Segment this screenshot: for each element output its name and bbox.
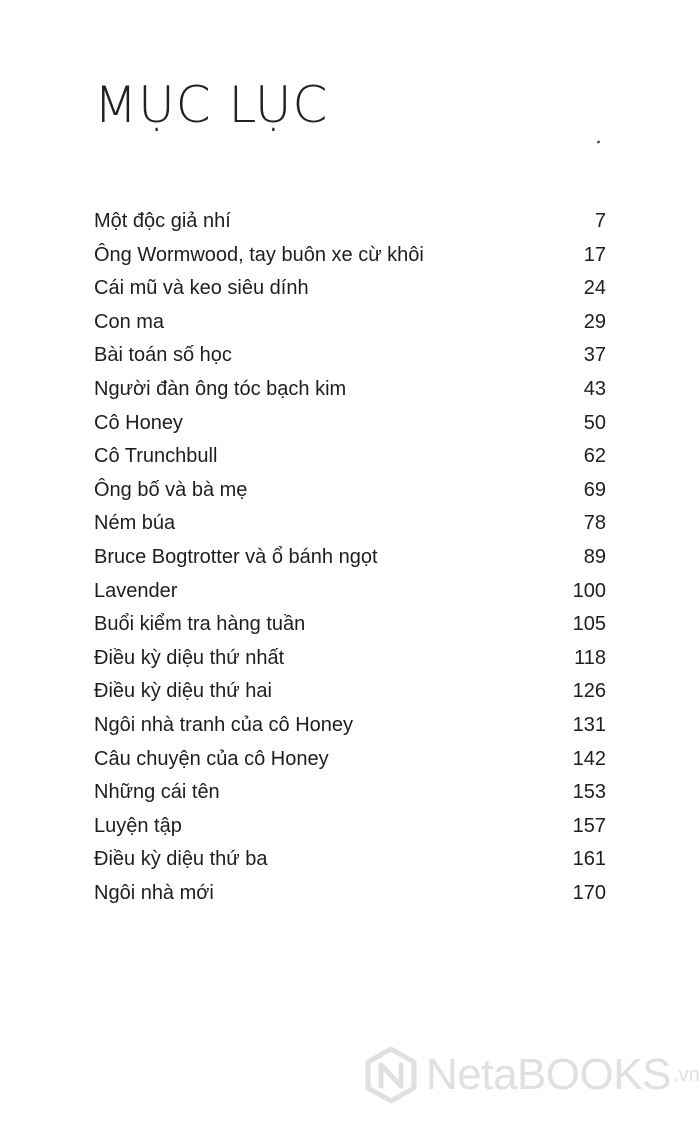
watermark-suffix: .vn — [672, 1063, 700, 1086]
toc-entry-title: Ngôi nhà tranh của cô Honey — [94, 713, 354, 736]
table-of-contents — [94, 205, 606, 910]
toc-entry-page-number: 157 — [572, 814, 606, 837]
toc-entry — [94, 642, 606, 676]
toc-entry — [94, 474, 606, 508]
toc-entry-page-number: 89 — [583, 545, 606, 568]
toc-entry-title: Lavender — [94, 579, 178, 602]
toc-entry — [94, 810, 606, 844]
toc-entry-page-number: 37 — [583, 344, 606, 367]
toc-entry-page-number: 17 — [583, 243, 606, 266]
toc-entry-title: Điều kỳ diệu thứ hai — [94, 680, 272, 703]
toc-entry — [94, 272, 606, 306]
toc-entry-page-number: 24 — [583, 277, 606, 300]
toc-entry — [94, 743, 606, 777]
toc-entry — [94, 776, 606, 810]
toc-entry-page-number: 153 — [572, 781, 606, 804]
toc-entry-page-number: 43 — [583, 377, 606, 400]
toc-entry-title: Cô Honey — [94, 411, 183, 434]
toc-entry-page-number: 100 — [572, 579, 606, 602]
toc-entry-title: Ông bố và bà mẹ — [94, 478, 248, 501]
toc-entry-page-number: 170 — [572, 881, 606, 904]
toc-entry — [94, 843, 606, 877]
toc-entry-page-number: 62 — [583, 445, 606, 468]
toc-entry-page-number: 29 — [583, 310, 606, 333]
toc-entry-title: Cái mũ và keo siêu dính — [94, 277, 309, 300]
toc-entry-title: Người đàn ông tóc bạch kim — [94, 377, 347, 400]
toc-entry-page-number: 142 — [572, 747, 606, 770]
toc-entry-page-number: 69 — [583, 478, 606, 501]
toc-entry-title: Luyện tập — [94, 814, 182, 837]
toc-entry — [94, 541, 606, 575]
toc-entry-page-number: 78 — [583, 512, 606, 535]
toc-entry-page-number: 131 — [572, 713, 606, 736]
toc-entry-title: Ông Wormwood, tay buôn xe cừ khôi — [94, 243, 424, 266]
toc-entry-page-number: 161 — [572, 848, 606, 871]
print-speck — [597, 140, 601, 143]
toc-entry-title: Ném búa — [94, 512, 176, 535]
page-title: MỤC LỤC — [94, 76, 329, 134]
toc-entry-title: Bruce Bogtrotter và ổ bánh ngọt — [94, 545, 378, 568]
toc-entry — [94, 407, 606, 441]
toc-entry-title: Câu chuyện của cô Honey — [94, 747, 329, 770]
toc-entry — [94, 239, 606, 273]
toc-entry — [94, 675, 606, 709]
watermark — [362, 1045, 700, 1105]
toc-entry — [94, 373, 606, 407]
toc-entry-title: Bài toán số học — [94, 344, 232, 367]
toc-entry-title: Điều kỳ diệu thứ ba — [94, 848, 268, 871]
toc-entry — [94, 507, 606, 541]
toc-entry-title: Một độc giả nhí — [94, 210, 231, 232]
toc-entry — [94, 205, 606, 239]
toc-entry-title: Cô Trunchbull — [94, 445, 218, 468]
toc-entry — [94, 306, 606, 340]
toc-entry — [94, 608, 606, 642]
toc-entry — [94, 440, 606, 474]
toc-entry-title: Điều kỳ diệu thứ nhất — [94, 646, 285, 669]
toc-entry-title: Những cái tên — [94, 781, 220, 804]
toc-entry-title: Con ma — [94, 310, 165, 333]
netabooks-logo-icon — [362, 1046, 420, 1104]
toc-entry-title: Buổi kiểm tra hàng tuần — [94, 613, 306, 636]
toc-entry-title: Ngôi nhà mới — [94, 881, 214, 904]
toc-entry — [94, 877, 606, 911]
toc-entry-page-number: 50 — [583, 411, 606, 434]
toc-entry-page-number: 105 — [572, 613, 606, 636]
toc-entry — [94, 709, 606, 743]
toc-entry — [94, 575, 606, 609]
toc-entry-page-number: 7 — [594, 210, 606, 232]
watermark-brand: NetaBOOKS — [426, 1050, 671, 1099]
toc-entry-page-number: 118 — [574, 646, 606, 669]
toc-entry-page-number: 126 — [572, 680, 606, 703]
toc-entry — [94, 339, 606, 373]
